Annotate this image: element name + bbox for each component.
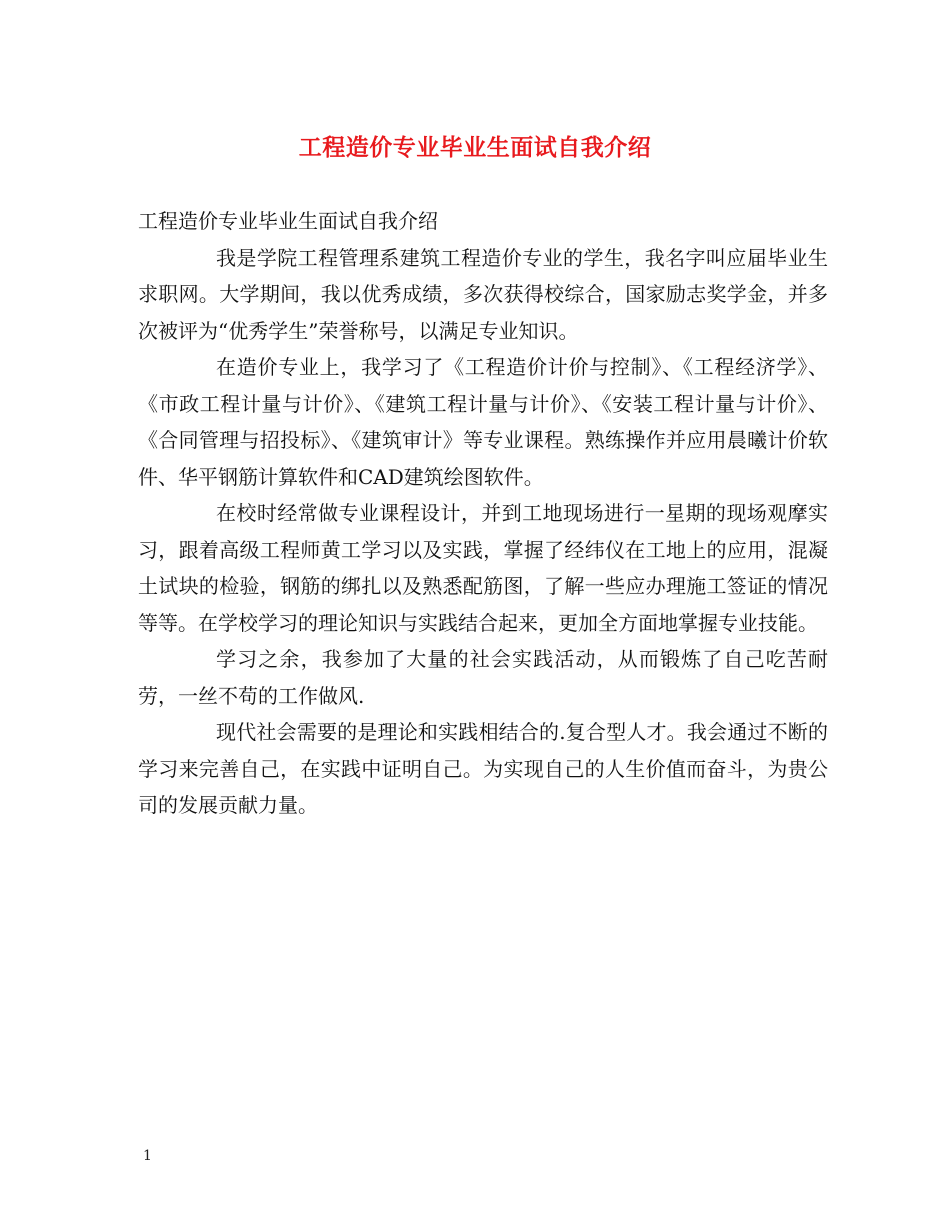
document-title: 工程造价专业毕业生面试自我介绍: [298, 134, 652, 161]
paragraph-conclusion: 现代社会需要的是理论和实践相结合的.复合型人才。我会通过不断的学习来完善自己，在实践中证明自己。为实现自己的人生价值而奋斗，为贵公司的发展贡献力量。: [138, 720, 828, 817]
document-subtitle: 工程造价专业毕业生面试自我介绍: [138, 209, 438, 233]
paragraph-intro: 我是学院工程管理系建筑工程造价专业的学生，我名字叫应届毕业生求职网。大学期间，我以优秀成绩，多次获得校综合，国家励志奖学金，并多次被评为“优秀学生”荣誉称号，以满足专业知识。: [138, 245, 828, 343]
page-number: 1: [143, 1148, 152, 1164]
paragraph-activities: 学习之余，我参加了大量的社会实践活动，从而锻炼了自己吃苦耐劳，一丝不苟的工作做风.: [138, 647, 828, 708]
document-body: [138, 203, 828, 824]
paragraph-courses: 在造价专业上，我学习了《工程造价计价与控制》、《工程经济学》、《市政工程计量与计价》、《建筑工程计量与计价》、《安装工程计量与计价》、《合同管理与招投标》、《建筑审计》等专业课程。熟练操作并应用晨曦计价软件、华平钢筋计算软件和CAD建筑绘图软件。: [138, 355, 828, 489]
paragraph-internship: 在校时经常做专业课程设计，并到工地现场进行一星期的现场观摩实习，跟着高级工程师黄工学习以及实践，掌握了经纬仪在工地上的应用，混凝土试块的检验，钢筋的绑扎以及熟悉配筋图，了解一些应办理施工签证的情况等等。在学校学习的理论知识与实践结合起来，更加全方面地掌握专业技能。: [138, 501, 828, 635]
